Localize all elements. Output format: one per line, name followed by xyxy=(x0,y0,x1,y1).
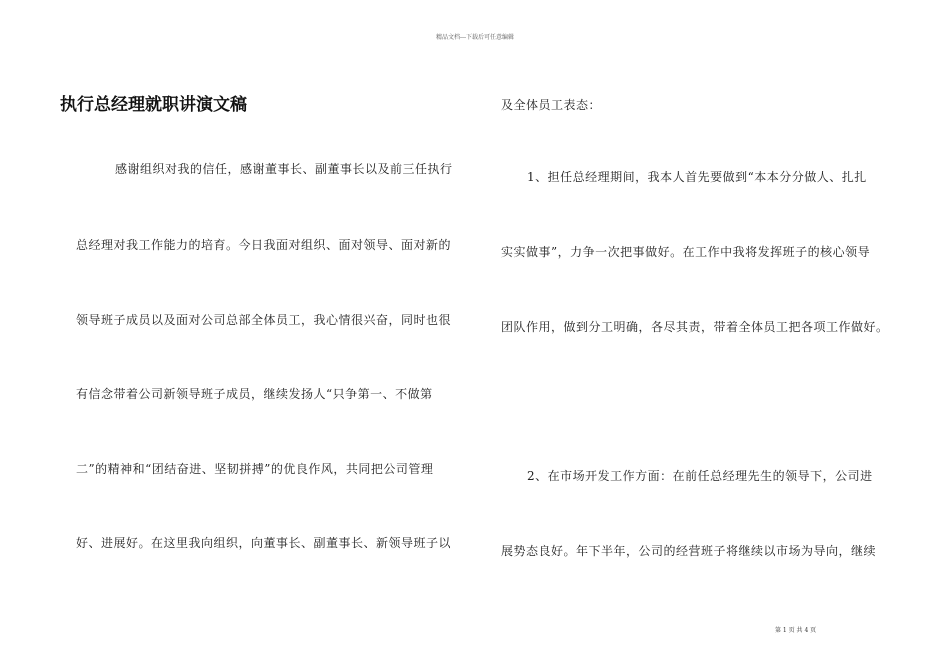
left-column-line: 总经理对我工作能力的培育。今日我面对组织、面对领导、面对新的 xyxy=(76,238,452,252)
right-column-line: 实实做事”，力争一次把事做好。在工作中我将发挥班子的核心领导 xyxy=(501,245,871,259)
left-column-line: 好、进展好。在这里我向组织，向董事长、副董事长、新领导班子以 xyxy=(76,536,452,550)
right-column-line: 团队作用，做到分工明确，各尽其责，带着全体员工把各项工作做好。 xyxy=(501,320,889,334)
right-column-line: 1、担任总经理期间，我本人首先要做到“本本分分做人、扎扎 xyxy=(527,170,867,184)
page-number: 第 1 页 共 4 页 xyxy=(775,627,817,634)
document-title: 执行总经理就职讲演文稿 xyxy=(60,95,247,115)
right-column-line: 2、在市场开发工作方面：在前任总经理先生的领导下，公司进 xyxy=(527,469,873,483)
left-column-line: 感谢组织对我的信任，感谢董事长、副董事长以及前三任执行 xyxy=(115,162,453,176)
header-note: 精品文档---下载后可任意编辑 xyxy=(435,34,515,41)
left-column-line: 领导班子成员以及面对公司总部全体员工，我心情很兴奋，同时也很 xyxy=(76,313,452,327)
left-column-line: 二”的精神和“团结奋进、坚韧拼搏”的优良作风，共同把公司管理 xyxy=(76,462,434,476)
right-column-line: 展势态良好。年下半年，公司的经营班子将继续以市场为导向，继续 xyxy=(501,544,877,558)
right-column-line: 及全体员工表态： xyxy=(501,98,602,112)
left-column-line: 有信念带着公司新领导班子成员，继续发扬人“只争第一、不做第 xyxy=(76,387,433,401)
